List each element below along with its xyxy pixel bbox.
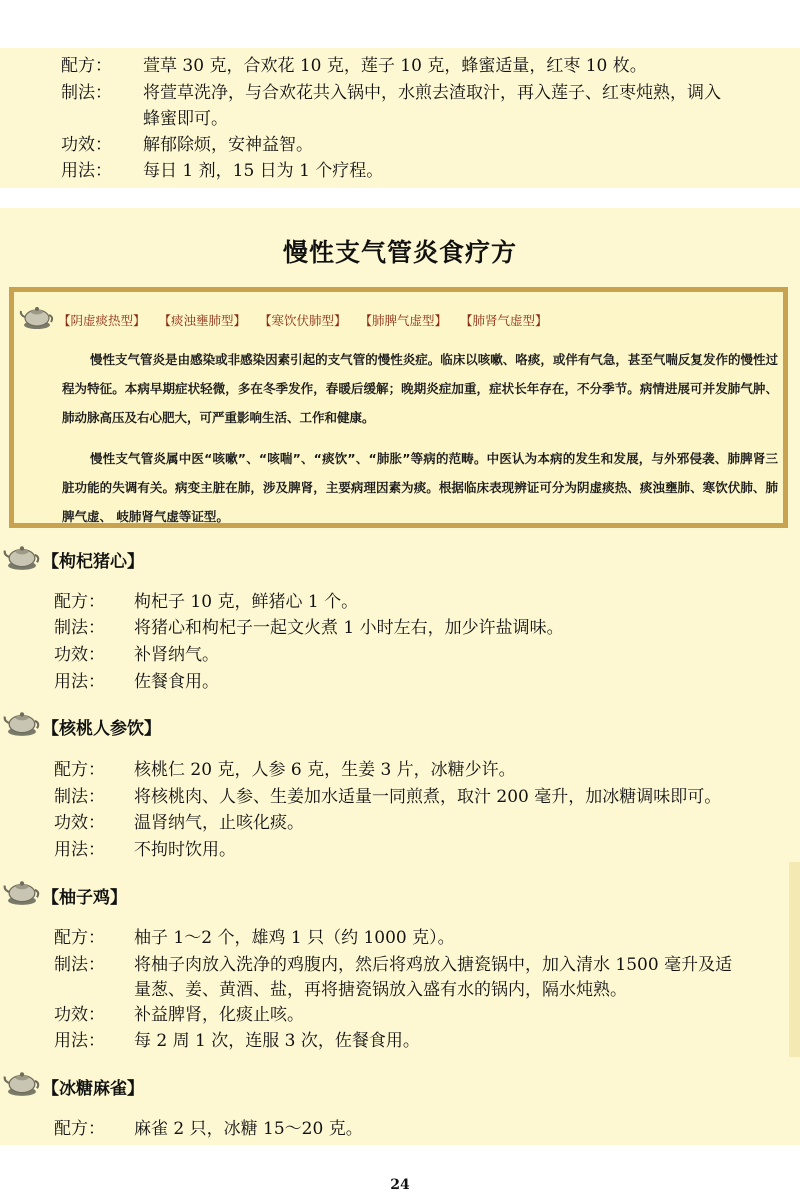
teapot-icon — [19, 303, 55, 331]
recipe-heading: 【枸杞猪心】 — [42, 552, 144, 572]
page-number: 24 — [390, 1177, 410, 1193]
row-value-cont: 量葱、姜、黄酒、盐，再将搪瓷锅放入盛有水的锅内，隔水炖熟。 — [134, 980, 627, 1000]
row-value: 每 2 周 1 次，连服 3 次，佐餐食用。 — [134, 1031, 420, 1051]
row-label: 制法： — [54, 955, 105, 975]
row-value: 解郁除烦，安神益智。 — [143, 135, 313, 155]
row-value: 将萱草洗净，与合欢花共入锅中，水煎去渣取汁，再入莲子、红枣炖熟，调入 — [143, 83, 721, 103]
row-value: 将猪心和枸杞子一起文火煮 1 小时左右，加少许盐调味。 — [134, 618, 564, 638]
row-value: 枸杞子 10 克，鲜猪心 1 个。 — [134, 592, 359, 612]
row-value: 萱草 30 克，合欢花 10 克，莲子 10 克，蜂蜜适量，红枣 10 枚。 — [143, 56, 647, 76]
row-label: 用法： — [61, 161, 112, 181]
row-label: 配方： — [54, 592, 105, 612]
row-label: 用法： — [54, 840, 105, 860]
row-value: 将柚子肉放入洗净的鸡腹内，然后将鸡放入搪瓷锅中，加入清水 1500 毫升及适 — [134, 955, 733, 975]
tag-item[interactable]: 【寒饮伏肺型】 — [259, 313, 347, 328]
teapot-icon — [2, 708, 42, 738]
row-value: 佐餐食用。 — [134, 672, 219, 692]
row-label: 配方： — [54, 1119, 105, 1139]
tag-item[interactable]: 【肺肾气虚型】 — [460, 313, 548, 328]
row-value: 不拘时饮用。 — [134, 840, 236, 860]
row-label: 功效： — [54, 645, 105, 665]
teapot-icon — [2, 1068, 42, 1098]
teapot-icon — [2, 542, 42, 572]
teapot-icon — [2, 877, 42, 907]
row-value: 每日 1 剂，15 日为 1 个疗程。 — [143, 161, 384, 181]
row-value-cont: 蜂蜜即可。 — [143, 109, 228, 129]
row-value: 柚子 1～2 个，雄鸡 1 只（约 1000 克）。 — [134, 928, 455, 948]
row-value: 温肾纳气，止咳化痰。 — [134, 813, 304, 833]
syndrome-tags — [58, 311, 557, 329]
row-value: 核桃仁 20 克，人参 6 克，生姜 3 片，冰糖少许。 — [134, 760, 516, 780]
row-label: 配方： — [54, 928, 105, 948]
row-value: 麻雀 2 只，冰糖 15～20 克。 — [134, 1119, 363, 1139]
recipe-heading: 【冰糖麻雀】 — [42, 1079, 144, 1099]
row-label: 用法： — [54, 1031, 105, 1051]
right-edge-strip — [789, 862, 800, 1057]
tag-item[interactable]: 【阴虚痰热型】 — [58, 313, 146, 328]
row-value: 补肾纳气。 — [134, 645, 219, 665]
row-label: 制法： — [61, 83, 112, 103]
row-label: 功效： — [54, 813, 105, 833]
row-label: 制法： — [54, 787, 105, 807]
row-label: 配方： — [54, 760, 105, 780]
row-label: 用法： — [54, 672, 105, 692]
tag-item[interactable]: 【肺脾气虚型】 — [359, 313, 448, 328]
row-label: 制法： — [54, 618, 105, 638]
recipe-heading: 【柚子鸡】 — [42, 888, 127, 908]
intro-paragraph-2: 慢性支气管炎属中医“咳嗽”、“咳喘”、“痰饮”、“肺胀”等病的范畴。中医认为本病的发生和发展，与外邪侵袭、肺脾肾三脏功能的失调有关。病变主脏在肺，涉及脾肾，主要病理因素为痰。根据临床表现辨证可分为阴虚痰热、痰浊壅肺、寒饮伏肺、肺脾气虚、 岐肺肾气虚等证型。 — [62, 451, 778, 524]
intro-paragraph-1: 慢性支气管炎是由感染或非感染因素引起的支气管的慢性炎症。临床以咳嗽、咯痰，或伴有气急，甚至气喘反复发作的慢性过程为特征。本病早期症状轻微，多在冬季发作，春暖后缓解；晚期炎症加重，症状长年存在，不分季节。病情进展可并发肺气肿、肺动脉高压及右心肥大，可严重影响生活、工作和健康。 — [62, 352, 778, 425]
section-title: 慢性支气管炎食疗方 — [282, 238, 517, 267]
row-value: 补益脾肾，化痰止咳。 — [134, 1005, 304, 1025]
row-value: 将核桃肉、人参、生姜加水适量一同煎煮，取汁 200 毫升，加冰糖调味即可。 — [134, 787, 722, 807]
recipe-heading: 【核桃人参饮】 — [42, 719, 161, 739]
row-label: 功效： — [61, 135, 112, 155]
row-label: 功效： — [54, 1005, 105, 1025]
row-label: 配方： — [61, 56, 112, 76]
tag-item[interactable]: 【痰浊壅肺型】 — [158, 313, 247, 328]
